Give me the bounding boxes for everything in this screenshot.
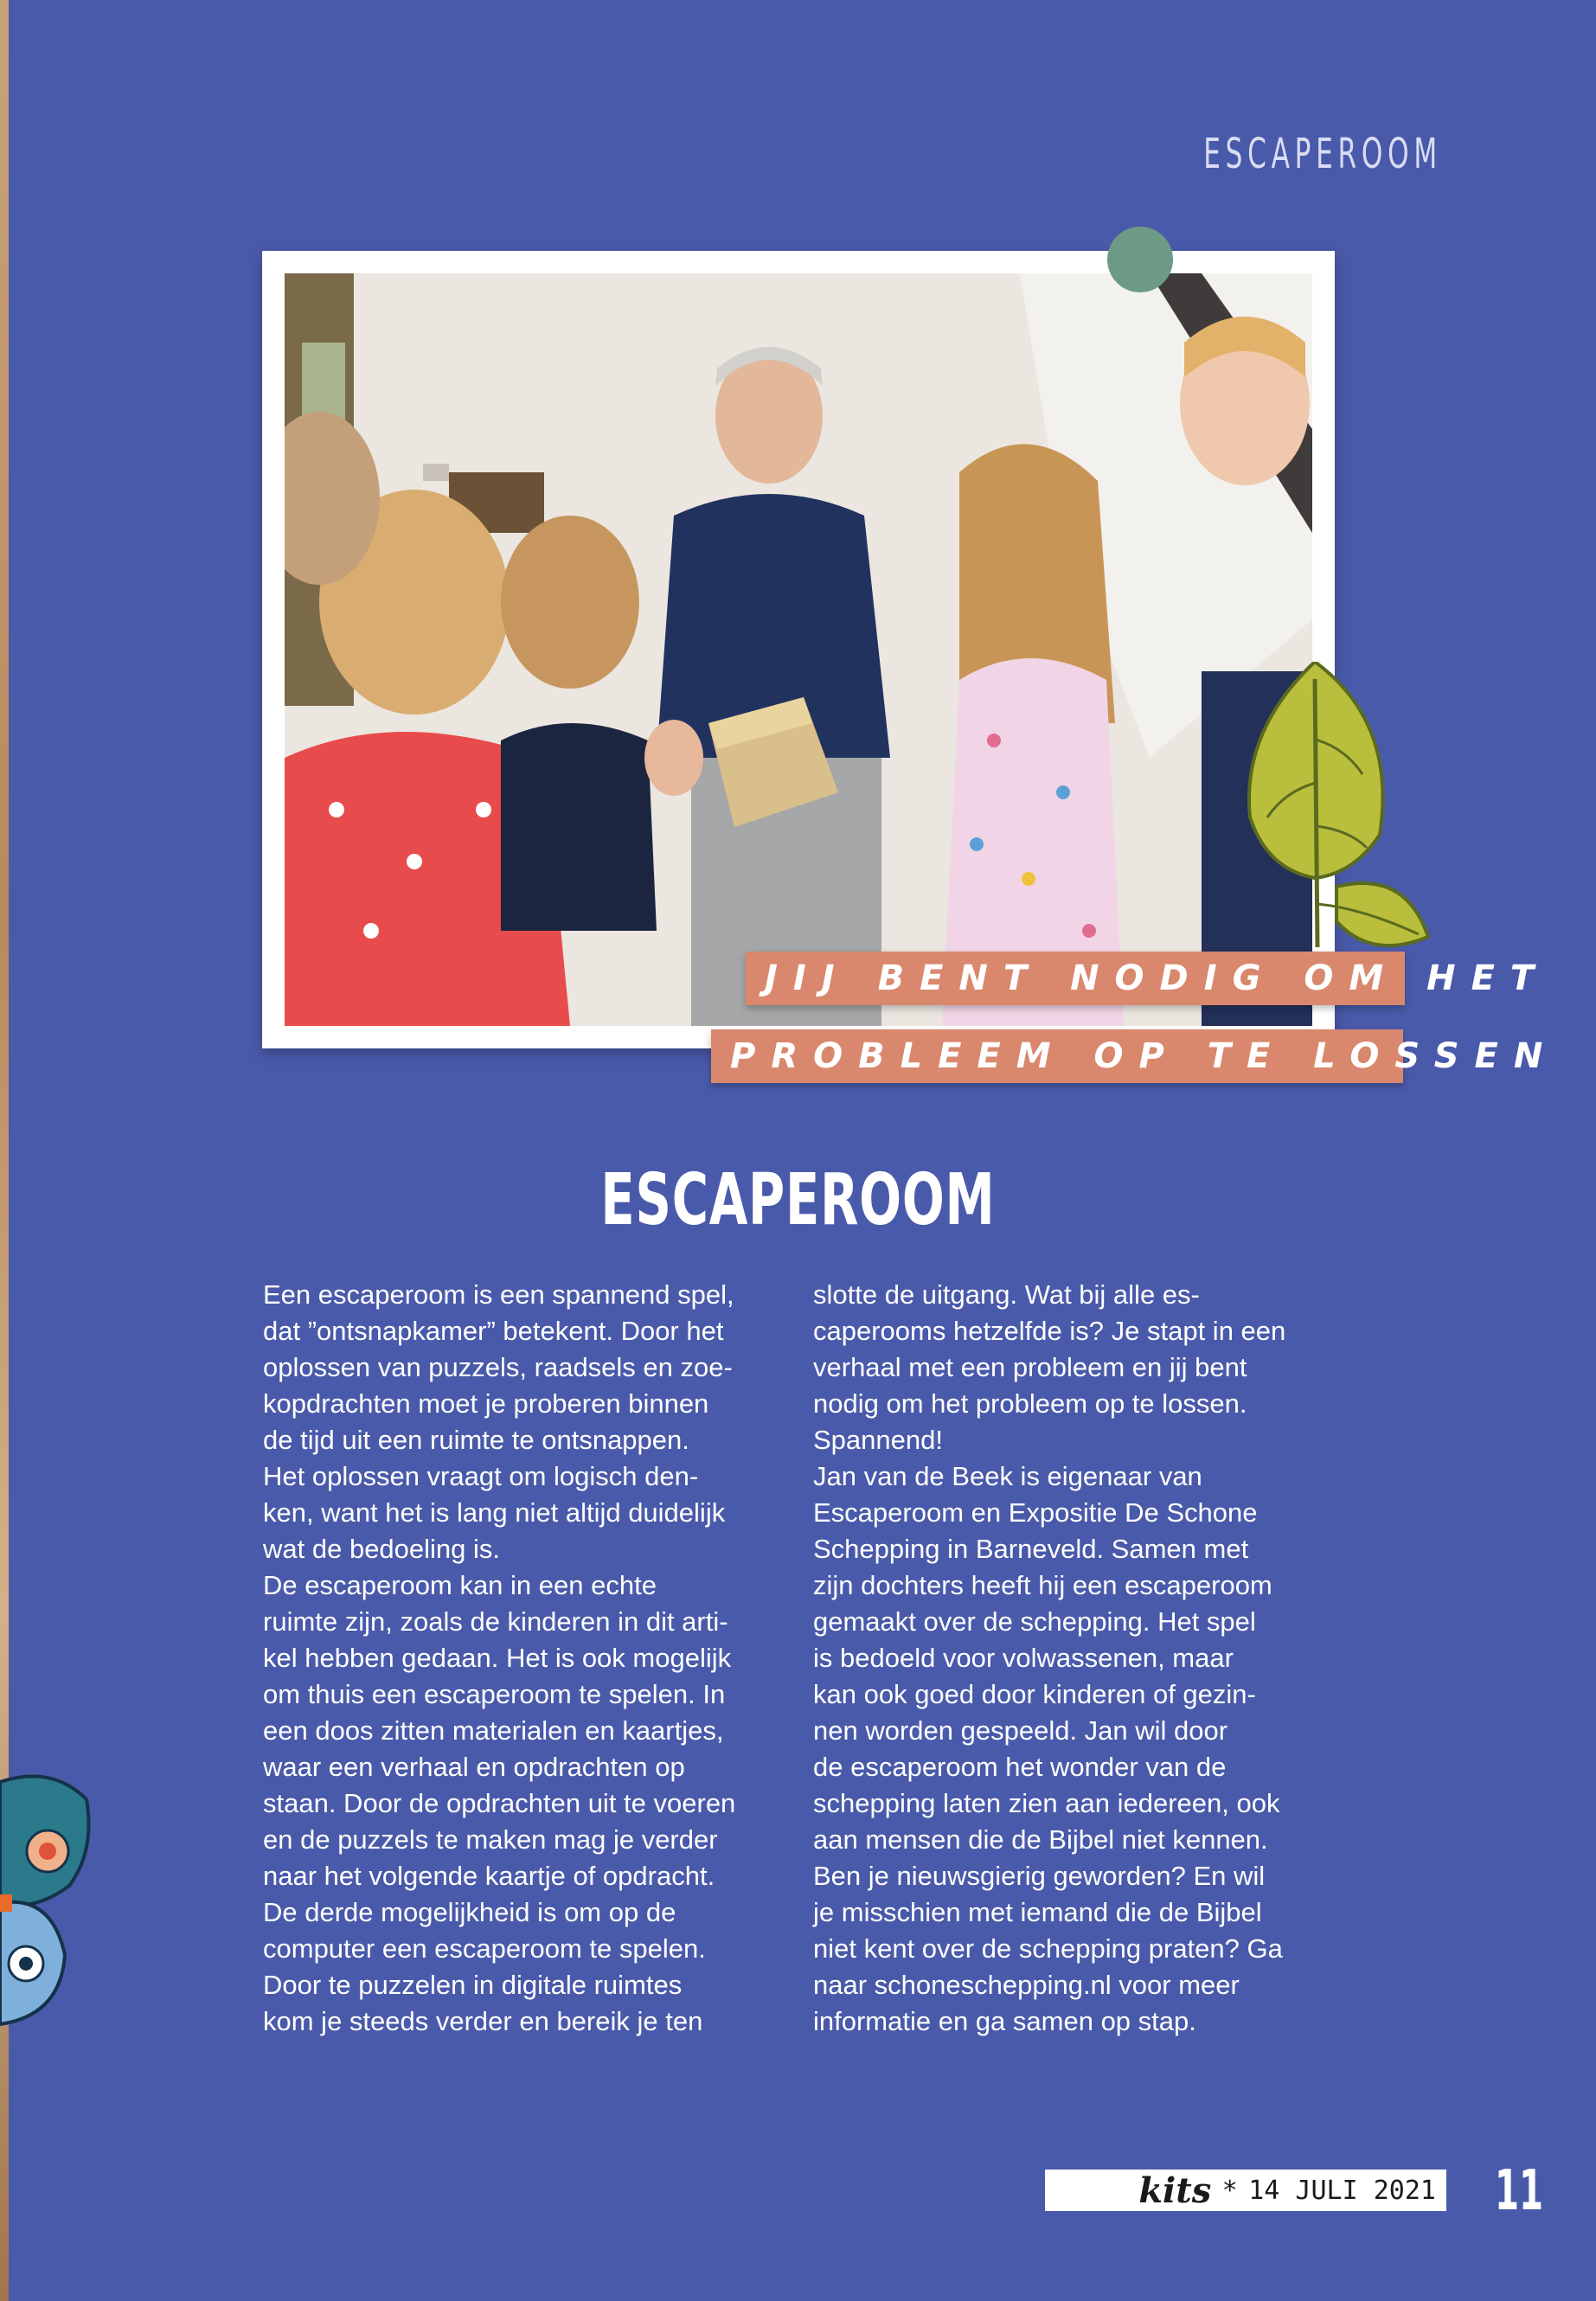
butterfly-icon — [0, 1765, 95, 2033]
photo-caption-line2: PROBLEEM OP TE LOSSEN — [711, 1029, 1403, 1083]
photo-frame — [262, 251, 1335, 1048]
footer-separator: * — [1223, 2175, 1237, 2206]
article-column-left: Een escaperoom is een spannend spel, dat ”ontsnapkamer” betekent. Door het oplossen van puzzels, raadsels en zoe- kopdrachten moet je proberen binnen de tijd uit een ruimte te ontsnappen. Het oplossen vraagt om logisch den- ken, want het is lang niet altijd duidelijk wat de bedoeling is. De escaperoom kan in een echte ruimte zijn, zoals de kinderen in dit arti- kel hebben gedaan. Het is ook mogelijk om thuis een escaperoom te spelen. In een doos zitten materialen en kaartjes, waar een verhaal en opdrachten op staan. Door de opdrachten uit te voeren en de puzzels te maken mag je verder naar het volgende kaartje of opdracht. De derde mogelijkheid is om op de computer een escaperoom te spelen. Door te puzzelen in digitale ruimtes kom je steeds verder en bereik je ten — [263, 1279, 736, 2036]
decorative-dot — [1107, 227, 1173, 292]
photo-caption-line1: JIJ BENT NODIG OM HET — [746, 952, 1405, 1005]
article-column-right: slotte de uitgang. Wat bij alle es- caperooms hetzelfde is? Je stapt in een verhaal met een probleem en jij bent nodig om het probleem op te lossen. Spannend! Jan van de Beek is eigenaar van Escaperoom en Expositie De Schone Schepping in Barneveld. Samen met zijn dochters heeft hij een escaperoom gemaakt over de schepping. Het spel is bedoeld voor volwassenen, maar kan ook goed door kinderen of gezin- nen worden gespeeld. Jan wil door de escaperoom het wonder van de schepping laten zien aan iedereen, ook aan mensen die de Bijbel niet kennen. Ben je nieuwsgierig geworden? En wil je misschien met iemand die de Bijbel niet kent over de schepping praten? Ga naar schoneschepping.nl voor meer informatie en ga samen op stap. — [813, 1279, 1286, 2036]
escaperoom-photo — [285, 273, 1312, 1026]
issue-date: 14 JULI 2021 — [1248, 2175, 1436, 2206]
leaf-icon — [1233, 662, 1432, 956]
magazine-brand: kits — [1138, 2170, 1212, 2211]
photo-illustration — [285, 273, 1312, 1026]
article-title: ESCAPEROOM — [600, 1159, 996, 1241]
page-number: 11 — [1495, 2159, 1544, 2223]
footer-bar — [1045, 2170, 1446, 2211]
section-label: ESCAPEROOM — [1203, 130, 1442, 178]
